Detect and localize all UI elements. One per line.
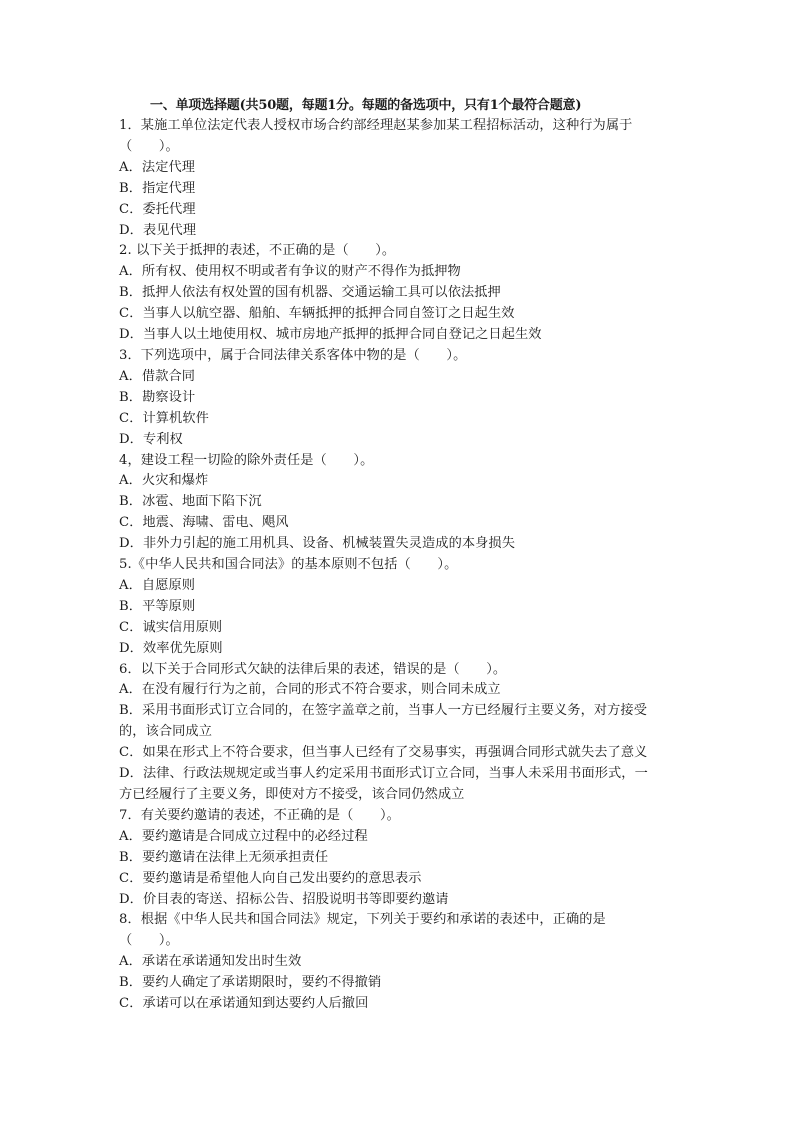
section-title: 一、单项选择题(共50题，每题1分。每题的备选项中，只有1个最符合题意) <box>150 98 582 113</box>
answer-option: D．当事人以土地使用权、城市房地产抵押的抵押合同自登记之日起生效 <box>119 327 542 343</box>
question-4 <box>119 451 679 556</box>
question-2 <box>119 241 679 346</box>
answer-option: C．诚实信用原则 <box>119 619 223 635</box>
document-page <box>119 96 679 1015</box>
answer-option: D．表见代理 <box>119 222 197 238</box>
answer-option: C．承诺可以在承诺通知到达要约人后撤回 <box>119 996 369 1012</box>
question-stem: 6．以下关于合同形式欠缺的法律后果的表述，错误的是（ ）。 <box>119 661 507 677</box>
question-stem: （ ）。 <box>119 138 179 154</box>
answer-option: C．当事人以航空器、船舶、车辆抵押的抵押合同自签订之日起生效 <box>119 306 515 322</box>
answer-option: 的，该合同成立 <box>119 724 213 740</box>
question-8 <box>119 910 679 1015</box>
answer-option: B．采用书面形式订立合同的，在签字盖章之前，当事人一方已经履行主要义务，对方接受 <box>119 703 647 719</box>
answer-option: D．非外力引起的施工用机具、设备、机械装置失灵造成的本身损失 <box>119 536 516 552</box>
question-5 <box>119 555 679 660</box>
answer-option: A．要约邀请是合同成立过程中的必经过程 <box>119 828 368 844</box>
answer-option: C．计算机软件 <box>119 410 209 426</box>
question-stem: 5.《中华人民共和国合同法》的基本原则不包括（ ）。 <box>119 557 458 573</box>
answer-option: D．效率优先原则 <box>119 640 223 656</box>
answer-option: B．冰雹、地面下陷下沉 <box>119 494 262 510</box>
answer-option: C．委托代理 <box>119 201 196 217</box>
question-stem: 3．下列选项中，属于合同法律关系客体中物的是（ ）。 <box>119 347 467 363</box>
question-stem: 8．根据《中华人民共和国合同法》规定，下列关于要约和承诺的表述中，正确的是 <box>119 912 606 928</box>
question-stem: 4，建设工程一切险的除外责任是（ ）。 <box>119 452 374 468</box>
answer-option: B．要约人确定了承诺期限时，要约不得撤销 <box>119 975 382 991</box>
question-stem: 2. 以下关于抵押的表述，不正确的是（ ）。 <box>119 243 396 259</box>
answer-option: B．要约邀请在法律上无须承担责任 <box>119 849 329 865</box>
answer-option: C．如果在形式上不符合要求，但当事人已经有了交易事实，再强调合同形式就失去了意义 <box>119 745 648 761</box>
answer-option: A．在没有履行行为之前，合同的形式不符合要求，则合同未成立 <box>119 682 501 698</box>
question-list <box>119 116 679 1015</box>
answer-option: B．指定代理 <box>119 180 196 196</box>
answer-option: B．抵押人依法有权处置的国有机器、交通运输工具可以依法抵押 <box>119 285 501 301</box>
answer-option: D．价目表的寄送、招标公告、招股说明书等即要约邀请 <box>119 891 449 907</box>
question-stem: 1．某施工单位法定代表人授权市场合约部经理赵某参加某工程招标活动，这种行为属于 <box>119 118 633 133</box>
answer-option: A．自愿原则 <box>119 577 196 593</box>
answer-option: A．火灾和爆炸 <box>119 473 209 489</box>
answer-option: D．专利权 <box>119 431 183 447</box>
answer-option: B．勘察设计 <box>119 389 196 405</box>
answer-option: A．法定代理 <box>119 159 196 175</box>
question-3 <box>119 346 679 451</box>
answer-option: 方已经履行了主要义务，即使对方不接受，该合同仍然成立 <box>119 787 465 802</box>
answer-option: B．平等原则 <box>119 598 196 614</box>
answer-option: A．借款合同 <box>119 368 196 384</box>
answer-option: C．地震、海啸、雷电、飓风 <box>119 515 289 531</box>
answer-option: A．所有权、使用权不明或者有争议的财产不得作为抵押物 <box>119 264 461 280</box>
question-1 <box>119 116 679 241</box>
answer-option: D．法律、行政法规规定或当事人约定采用书面形式订立合同，当事人未采用书面形式，一 <box>119 766 648 782</box>
answer-option: C．要约邀请是希望他人向自己发出要约的意思表示 <box>119 870 422 886</box>
question-7 <box>119 806 679 911</box>
question-6 <box>119 660 679 806</box>
question-stem: （ ）。 <box>119 933 179 949</box>
question-stem: 7．有关要约邀请的表述，不正确的是（ ）。 <box>119 807 400 823</box>
answer-option: A．承诺在承诺通知发出时生效 <box>119 954 302 970</box>
